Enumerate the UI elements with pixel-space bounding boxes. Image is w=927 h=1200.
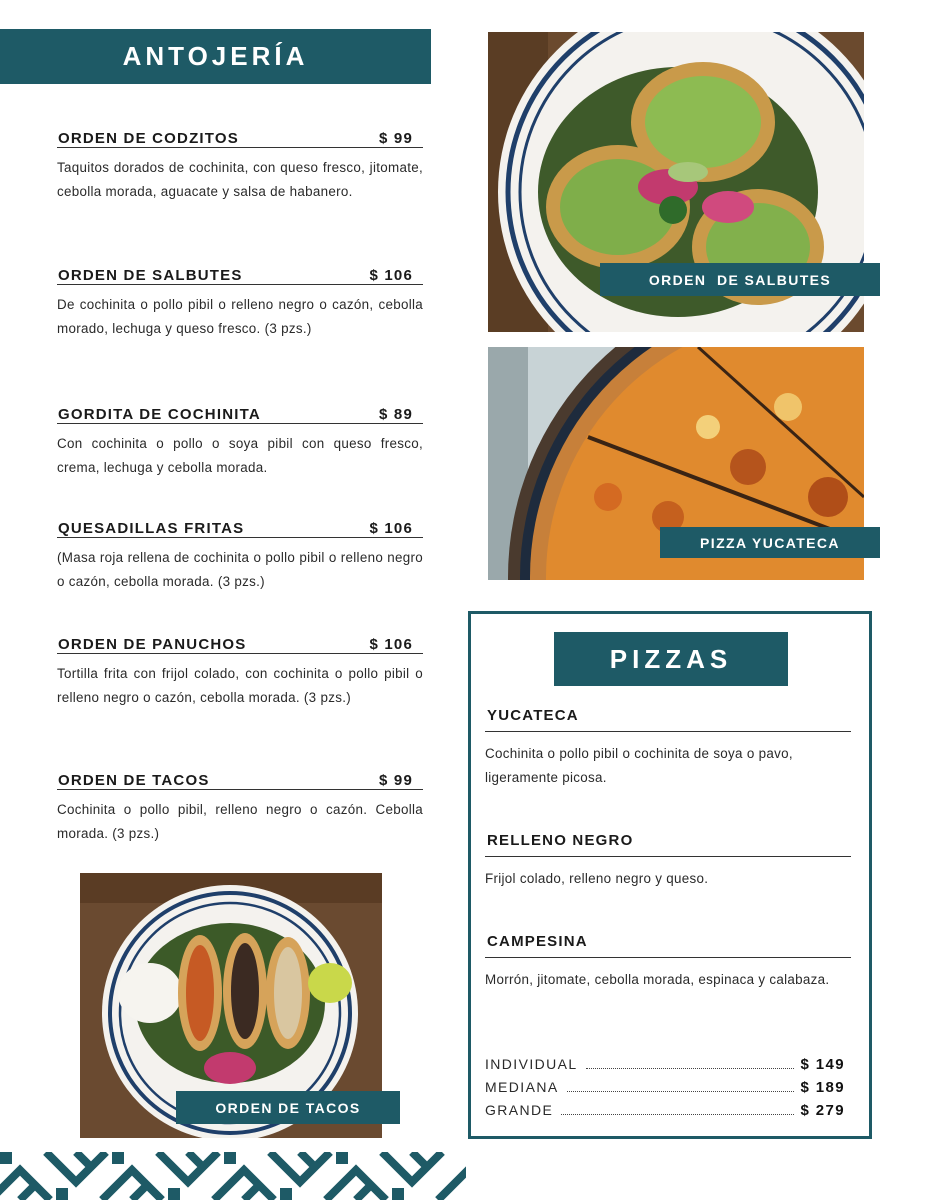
size-label: MEDIANA xyxy=(485,1079,559,1095)
item-description: De cochinita o pollo pibil o relleno negro o cazón, cebolla morado, lechuga y queso fresco. (3 pzs.) xyxy=(57,297,423,336)
menu-item-gordita xyxy=(57,399,423,480)
item-name: ORDEN DE SALBUTES xyxy=(58,267,243,284)
pizzas-section xyxy=(468,611,872,1139)
item-price: $ 99 xyxy=(379,772,413,789)
item-header xyxy=(57,629,423,654)
item-header xyxy=(57,765,423,790)
item-description: (Masa roja rellena de cochinita o pollo pibil o relleno negro o cazón, cebolla morada. (3 pzs.) xyxy=(57,550,423,589)
size-label: GRANDE xyxy=(485,1102,554,1118)
pizza-description: Cochinita o pollo pibil o cochinita de soya o pavo, ligeramente picosa. xyxy=(485,746,793,785)
pizza-name: YUCATECA xyxy=(485,707,851,732)
pizza-item-relleno-negro xyxy=(485,832,851,891)
item-header xyxy=(57,399,423,424)
item-name: QUESADILLAS FRITAS xyxy=(58,520,245,537)
pizza-item-campesina xyxy=(485,933,851,992)
menu-item-salbutes xyxy=(57,260,423,341)
dot-leader xyxy=(586,1068,795,1069)
item-header xyxy=(57,260,423,285)
item-name: ORDEN DE CODZITOS xyxy=(58,130,239,147)
item-description: Tortilla frita con frijol colado, con cochinita o pollo pibil o relleno negro o cazón, cebolla morada. (3 pzs.) xyxy=(57,666,423,705)
pizza-item-yucateca xyxy=(485,707,851,790)
item-name: ORDEN DE TACOS xyxy=(58,772,210,789)
item-header xyxy=(57,513,423,538)
item-price: $ 106 xyxy=(369,267,413,284)
item-name: GORDITA DE COCHINITA xyxy=(58,406,261,423)
size-row-individual xyxy=(485,1056,845,1073)
size-price: $ 189 xyxy=(800,1079,845,1096)
pizza-name: CAMPESINA xyxy=(485,933,851,958)
pizzas-banner xyxy=(554,632,788,686)
menu-item-quesadillas xyxy=(57,513,423,594)
item-description: Taquitos dorados de cochinita, con queso fresco, jitomate, cebolla morada, aguacate y salsa de habanero. xyxy=(57,160,423,199)
item-name: ORDEN DE PANUCHOS xyxy=(58,636,247,653)
dot-leader xyxy=(567,1091,795,1092)
tacos-caption xyxy=(176,1091,400,1124)
item-price: $ 89 xyxy=(379,406,413,423)
antojeria-title: ANTOJERÍA xyxy=(122,41,309,71)
size-row-mediana xyxy=(485,1079,845,1096)
salbutes-caption xyxy=(600,263,880,296)
menu-item-tacos xyxy=(57,765,423,846)
menu-item-codzitos xyxy=(57,123,423,204)
menu-item-panuchos xyxy=(57,629,423,710)
item-header xyxy=(57,123,423,148)
greek-key-pattern xyxy=(0,1152,466,1200)
size-label: INDIVIDUAL xyxy=(485,1056,578,1072)
size-row-grande xyxy=(485,1102,845,1119)
pizza-name: RELLENO NEGRO xyxy=(485,832,851,857)
item-price: $ 106 xyxy=(369,520,413,537)
dot-leader xyxy=(561,1114,794,1115)
pizza-description: Morrón, jitomate, cebolla morada, espinaca y calabaza. xyxy=(485,972,830,987)
item-description: Con cochinita o pollo o soya pibil con queso fresco, crema, lechuga y cebolla morada. xyxy=(57,436,423,475)
item-description: Cochinita o pollo pibil, relleno negro o cazón. Cebolla morada. (3 pzs.) xyxy=(57,802,423,841)
pizza-description: Frijol colado, relleno negro y queso. xyxy=(485,871,709,886)
caption-text: ORDEN DE TACOS xyxy=(215,1099,361,1116)
size-price: $ 149 xyxy=(800,1056,845,1073)
caption-text: ORDEN DE SALBUTES xyxy=(648,271,832,288)
size-price: $ 279 xyxy=(800,1102,845,1119)
caption-text: PIZZA YUCATECA xyxy=(700,534,840,551)
pizzas-title: PIZZAS xyxy=(609,643,733,674)
item-price: $ 99 xyxy=(379,130,413,147)
item-price: $ 106 xyxy=(369,636,413,653)
pizza-caption xyxy=(660,527,880,558)
antojeria-banner xyxy=(0,29,431,84)
